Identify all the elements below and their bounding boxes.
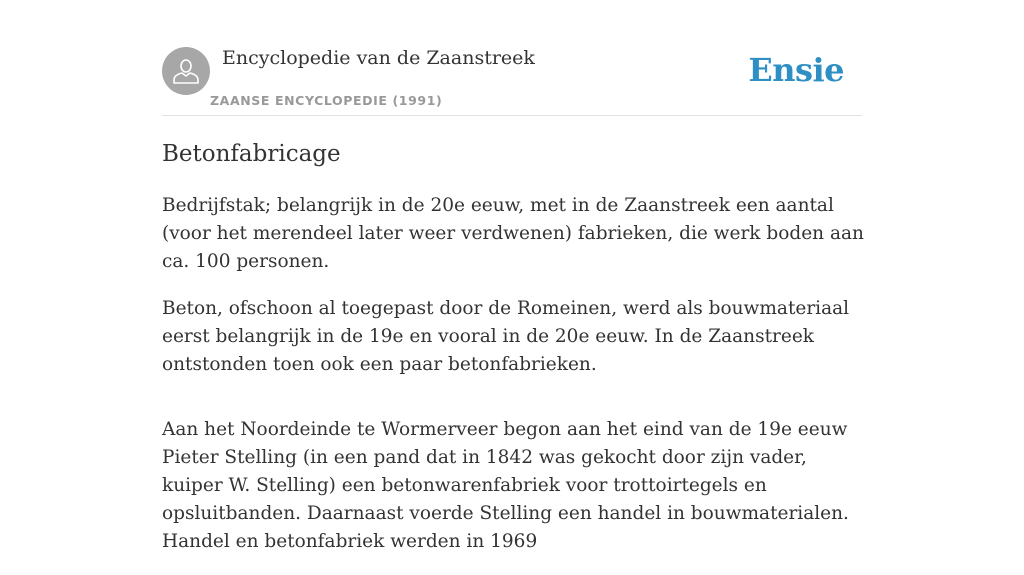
article-paragraph: Aan het Noordeinde te Wormerveer begon aan het eind van de 19e eeuw Pieter Stelling (in een pand dat in 1842 was gekocht door zijn vader, kuiper W. Stelling) een betonwarenfabriek voor trottoirtegels en opsluitbanden. Daarnaast voerde Stelling een handel in bouwmaterialen. Handel en betonfabriek werden in 1969 [162, 419, 849, 552]
article-paragraph: Beton, ofschoon al toegepast door de Romeinen, werd als bouwmateriaal eerst belangrijk in de 19e en vooral in de 20e eeuw. In de Zaanstreek ontstonden toen ook een paar betonfabrieken. [162, 298, 850, 375]
source-subtitle[interactable]: ZAANSE ENCYCLOPEDIE (1991) [210, 93, 443, 108]
article-title: Betonfabricage [162, 141, 341, 167]
article-paragraph: Bedrijfstak; belangrijk in de 20e eeuw, met in de Zaanstreek een aantal (voor het merendeel later weer verdwenen) fabrieken, die werk boden aan ca. 100 personen. [162, 195, 864, 272]
brand-logo[interactable]: Ensie [748, 51, 844, 89]
source-header [162, 46, 862, 116]
user-placeholder-icon[interactable] [162, 47, 210, 95]
source-title[interactable]: Encyclopedie van de Zaanstreek [222, 47, 535, 69]
article-body [162, 192, 864, 575]
